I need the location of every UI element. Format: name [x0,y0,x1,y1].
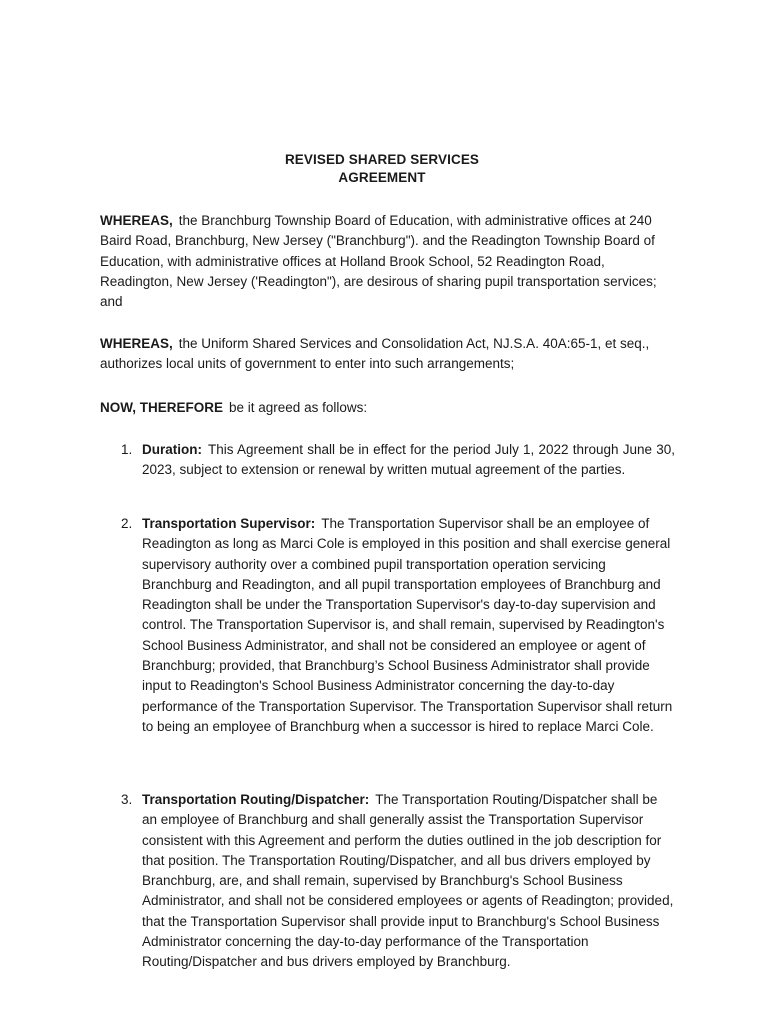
whereas-lead: WHEREAS, [100,336,173,351]
item-text: The Transportation Supervisor shall be an employee of Readington as long as Marci Cole is employed in this position and shall exercise general supervisory authority over a combined pupil transportation operation servicing Branchburg and Readington, and all pupil transportation employees of Branchburg and Readington shall be under the Transportation Supervisor's day-to-day supervision and control. The Transportation Supervisor is, and shall remain, supervised by Readington's School Business Administrator, and shall not be considered an employee or agent of Branchburg; provided, that Branchburg’s School Business Administrator shall provide input to Readington's School Business Administrator concerning the day-to-day performance of the Transportation Supervisor. The Transportation Supervisor shall return to being an employee of Branchburg when a successor is hired to replace Marci Cole. [142,516,673,734]
whereas-lead: WHEREAS, [100,213,173,228]
whereas-text: the Branchburg Township Board of Education, with administrative offices at 240 Baird Road, Branchburg, New Jersey ("Branchburg"). and the Readington Township Board of Education, with administrative offices at Holland Brook School, 52 Readington Road, Readington, New Jersey ('Readington"), are desirous of sharing pupil transportation services; and [100,213,657,310]
item-number: 1. [121,442,133,457]
item-term: Duration: [142,442,202,457]
item-text: The Transportation Routing/Dispatcher shall be an employee of Branchburg and shall generally assist the Transportation Supervisor consistent with this Agreement and perform the duties outlined in the job description for that position. The Transportation Routing/Dispatcher, and all bus drivers employed by Branchburg, are, and shall remain, supervised by Branchburg's School Business Administrator, and shall not be considered employees or agents of Readington; provided, that the Transportation Supervisor shall provide input to Branchburg's School Business Administrator concerning the day-to-day performance of the Transportation Routing/Dispatcher and bus drivers employed by Branchburg. [142,792,674,970]
item-number: 2. [121,516,133,531]
title-line-1: REVISED SHARED SERVICES [284,152,480,167]
item-text: This Agreement shall be in effect for the period July 1, 2022 through June 30, 2023, subject to extension or renewal by written mutual agreement of the parties. [142,442,675,478]
item-term: Transportation Supervisor: [142,516,316,531]
now-therefore-lead: NOW, THEREFORE [100,400,224,415]
list-item [100,790,675,973]
list-item [100,514,675,737]
whereas-paragraph-2 [100,334,680,375]
item-number: 3. [121,792,133,807]
whereas-paragraph-1 [100,211,680,312]
now-therefore-paragraph [100,398,680,418]
now-therefore-text: be it agreed as follows: [229,400,368,415]
document-title [0,151,764,187]
whereas-text: the Uniform Shared Services and Consolidation Act, NJ.S.A. 40A:65-1, et seq., authorizes local units of government to enter into such arrangements; [100,336,650,372]
title-line-2: AGREEMENT [338,170,426,185]
item-term: Transportation Routing/Dispatcher: [142,792,370,807]
list-item [100,440,675,481]
